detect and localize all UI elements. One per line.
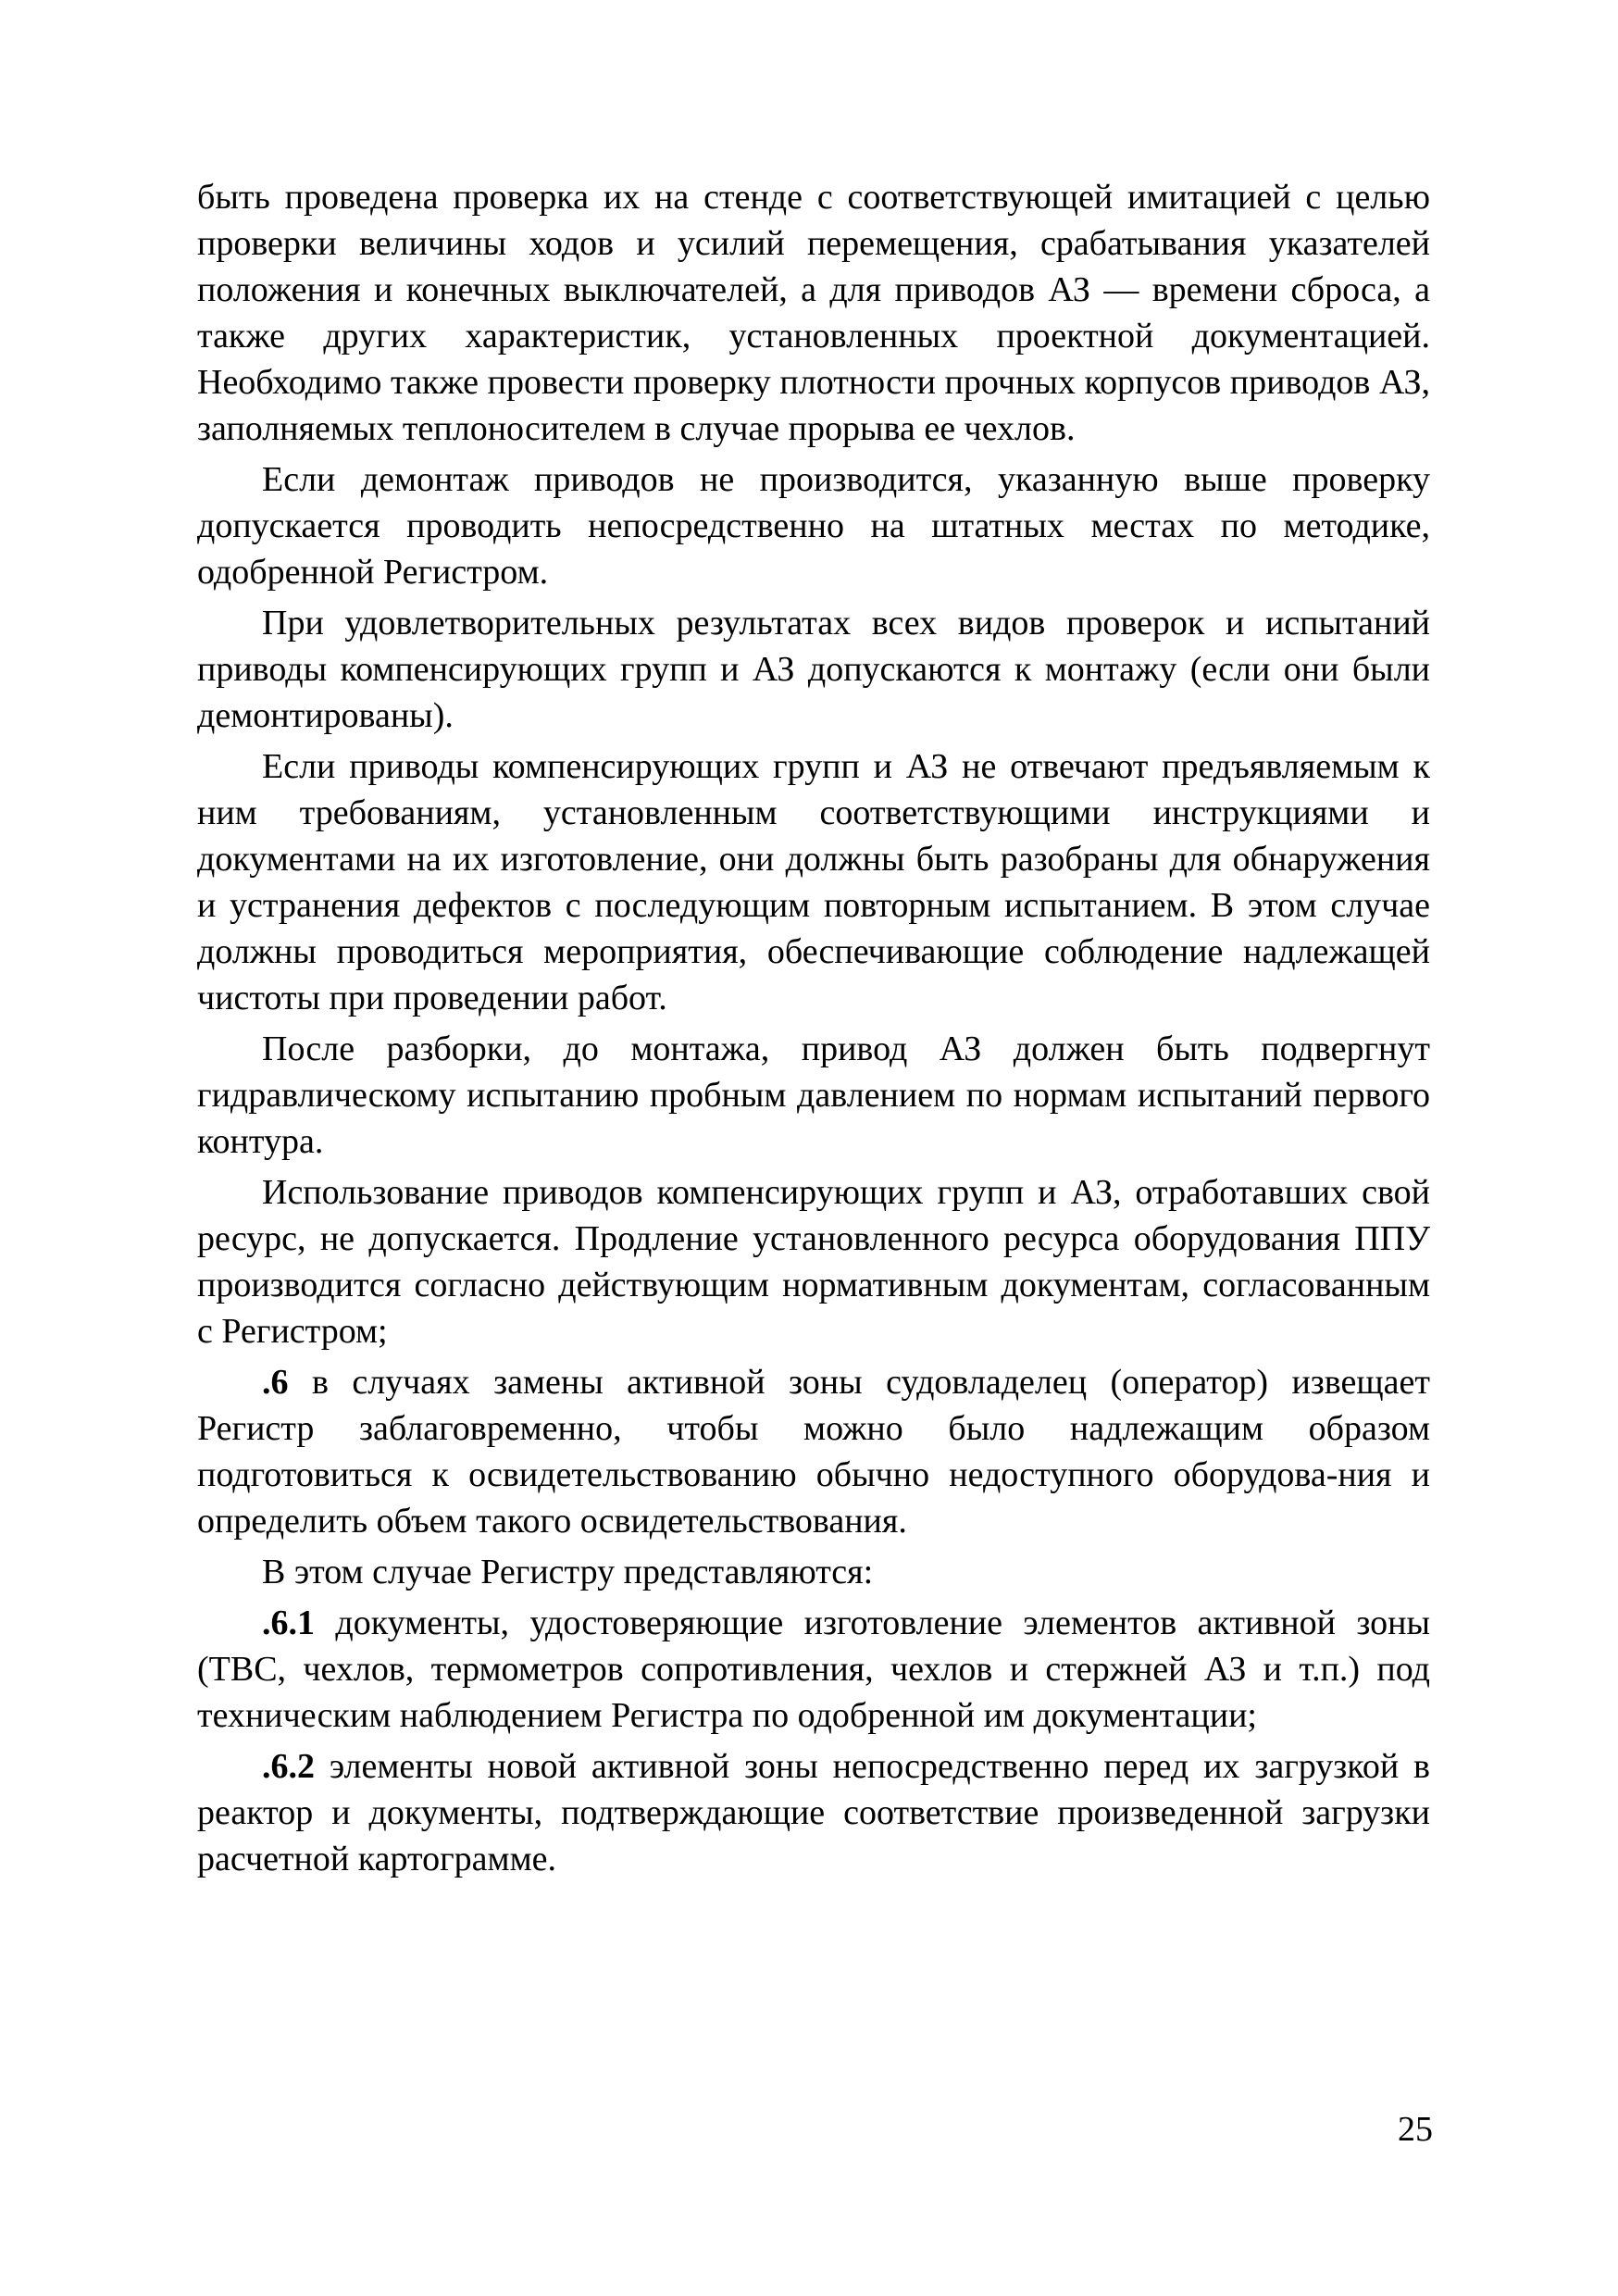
paragraph	[197, 1026, 1430, 1165]
list-item	[197, 1600, 1430, 1739]
paragraph-text: В этом случае Регистру представляются:	[262, 1553, 874, 1591]
paragraph-continuation	[197, 174, 1430, 452]
page-number: 25	[1398, 2110, 1433, 2149]
paragraph-text: После разборки, до монтажа, привод АЗ должен быть подвергнут гидравлическому испытанию пробным давлением по нормам испытаний первого контура.	[197, 1029, 1430, 1161]
list-item	[197, 1359, 1430, 1544]
paragraph-text: Если приводы компенсирующих групп и АЗ не отвечают предъявляемым к ним требованиям, установленным соответствующими инструкциями и документами на их изготовление, они должны быть разобраны для обнаружения и устранения дефектов с последующим повторным испытанием. В этом случае должны проводиться мероприятия, обеспечивающие соблюдение надлежащей чистоты при проведении работ.	[197, 747, 1430, 1017]
item-number: .6.1	[262, 1603, 315, 1642]
paragraph-text: элементы новой активной зоны непосредственно перед их загрузкой в реактор и документы, подтверждающие соответствие произведенной загрузки расчетной картограмме.	[197, 1747, 1430, 1878]
paragraph-text: документы, удостоверяющие изготовление элементов активной зоны (ТВС, чехлов, термометров сопротивления, чехлов и стержней АЗ и т.п.) под техническим наблюдением Регистра по одобренной им документации;	[197, 1603, 1430, 1735]
paragraph	[197, 1549, 1430, 1595]
list-item	[197, 1743, 1430, 1882]
body-text	[197, 174, 1430, 1887]
paragraph	[197, 1169, 1430, 1354]
item-number: .6	[262, 1363, 289, 1402]
paragraph	[197, 456, 1430, 595]
paragraph-text: в случаях замены активной зоны судовладелец (оператор) извещает Регистр заблаговременно, чтобы можно было надлежащим образом подготовиться к освидетельствованию обычно недоступного оборудова-ния и определить объем такого освидетельствования.	[197, 1363, 1430, 1541]
paragraph-text: быть проведена проверка их на стенде с соответствующей имитацией с целью проверки величины ходов и усилий перемещения, срабатывания указателей положения и конечных выключателей, а для приводов АЗ — времени сброса, а также других характеристик, установленных проектной документацией. Необходимо также провести проверку плотности прочных корпусов приводов АЗ, заполняемых теплоносителем в случае прорыва ее чехлов.	[197, 178, 1430, 448]
paragraph-text: Если демонтаж приводов не производится, указанную выше проверку допускается проводить непосредственно на штатных местах по методике, одобренной Регистром.	[197, 460, 1430, 592]
paragraph-text: При удовлетворительных результатах всех видов проверок и испытаний приводы компенсирующих групп и АЗ допускаются к монтажу (если они были демонтированы).	[197, 604, 1430, 735]
paragraph	[197, 600, 1430, 739]
item-number: .6.2	[262, 1747, 315, 1786]
paragraph	[197, 743, 1430, 1021]
paragraph-text: Использование приводов компенсирующих групп и АЗ, отработавших свой ресурс, не допускается. Продление установленного ресурса оборудования ППУ производится согласно действующим нормативным документам, согласованным с Регистром;	[197, 1173, 1430, 1351]
